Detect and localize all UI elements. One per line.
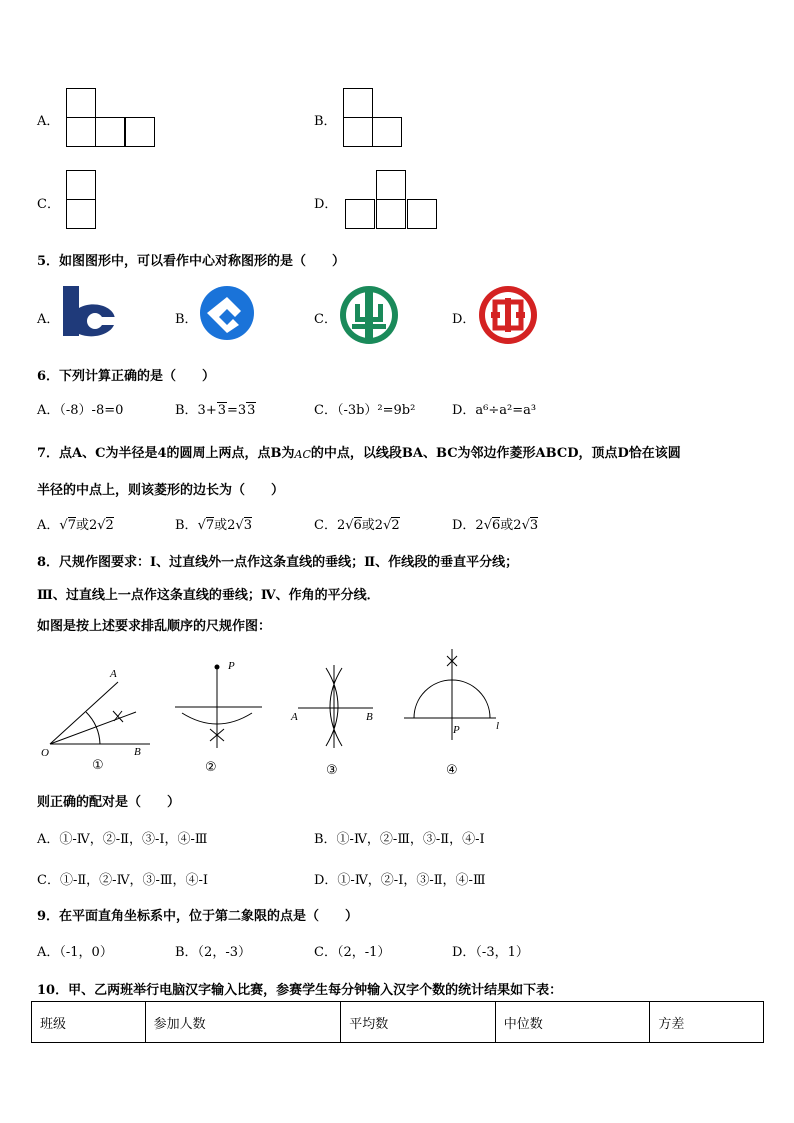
q7-stem-line1	[37, 442, 681, 461]
q9-option-d[interactable]: D．（-3，1）	[452, 945, 529, 960]
q8-line3: 如图是按上述要求排乱顺序的尺规作图：	[37, 619, 272, 634]
q8-option-a[interactable]: A．①-Ⅳ，②-Ⅱ，③-Ⅰ，④-Ⅲ	[37, 832, 208, 847]
q7-stem-pre: 7．点A、C为半径是4的圆周上两点，点B为	[37, 446, 295, 461]
radicand: 6	[492, 518, 501, 533]
q6-option-b-mid: =3	[227, 403, 247, 418]
q7-option-b-mid: 或2	[214, 518, 236, 533]
radicand: 2	[105, 518, 114, 533]
table-header-cell: 平均数	[341, 1002, 496, 1043]
construction-figure-4	[400, 644, 510, 779]
logo-b-icon	[199, 285, 255, 341]
q6-option-c[interactable]: C．（-3b）²=9b²	[314, 403, 416, 418]
fig4-label-p: P	[453, 724, 460, 736]
radical-3: 3	[217, 403, 226, 418]
table-header-cell: 班级	[32, 1002, 146, 1043]
construction-figure-3	[288, 660, 388, 780]
q6-option-b-pre: B．3+	[175, 403, 217, 418]
construction-figure-1	[38, 662, 158, 782]
q4-option-c-label[interactable]: C．	[37, 197, 60, 212]
q10-stem: 10．甲、乙两班举行电脑汉字输入比赛，参赛学生每分钟输入汉字个数的统计结果如下表：	[37, 983, 563, 998]
q4-option-b-label[interactable]: B．	[314, 114, 337, 129]
q9-option-a[interactable]: A．（-1，0）	[37, 945, 113, 960]
radicand: 6	[353, 518, 362, 533]
q6-stem: 6．下列计算正确的是（ ）	[37, 369, 216, 384]
fig2-label-p: P	[228, 660, 235, 672]
q9-option-c[interactable]: C．（2，-1）	[314, 945, 391, 960]
fig2-number: ②	[205, 760, 217, 775]
q8-option-d[interactable]: D．①-Ⅳ，②-Ⅰ，③-Ⅱ，④-Ⅲ	[314, 873, 486, 888]
fig4-number: ④	[446, 763, 458, 778]
q7-option-d[interactable]: D．2√6或2√3	[452, 518, 539, 533]
fig1-label-o: O	[41, 747, 49, 759]
radicand: 2	[391, 518, 400, 533]
q7-option-a-mid: 或2	[75, 518, 98, 533]
fig3-number: ③	[326, 763, 338, 778]
fig4-label-l: l	[496, 720, 500, 732]
q7-option-d-label: D．2	[452, 518, 484, 533]
fig1-label-b: B	[134, 746, 141, 758]
logo-a-icon	[63, 286, 119, 342]
q5-option-d-label[interactable]: D．	[452, 312, 476, 327]
q8-line1: 8．尺规作图要求：Ⅰ、过直线外一点作这条直线的垂线；Ⅱ、作线段的垂直平分线；	[37, 555, 519, 570]
q5-option-a-label[interactable]: A．	[37, 312, 60, 327]
stats-table	[31, 1001, 764, 1043]
logo-c-icon	[338, 284, 400, 346]
q4-option-d-label[interactable]: D．	[314, 197, 338, 212]
table-header-cell: 中位数	[495, 1002, 650, 1043]
table-header-cell: 方差	[650, 1002, 764, 1043]
radicand: 7	[67, 518, 76, 533]
q9-stem: 9．在平面直角坐标系中，位于第二象限的点是（ ）	[37, 909, 359, 924]
table-header-cell: 参加人数	[145, 1002, 341, 1043]
radical-3: 3	[247, 403, 256, 418]
radicand: 7	[205, 518, 215, 533]
fig1-label-a: A	[110, 668, 117, 680]
fig1-number: ①	[92, 758, 104, 773]
fig3-label-a: A	[291, 711, 298, 723]
q4-option-a-label[interactable]: A．	[37, 114, 60, 129]
q5-option-b-label[interactable]: B．	[175, 312, 198, 327]
q6-option-a[interactable]: A．（-8）-8=0	[37, 403, 124, 418]
q8-option-b[interactable]: B．①-Ⅳ，②-Ⅲ，③-Ⅱ，④-Ⅰ	[314, 832, 485, 847]
radicand: 3	[529, 518, 539, 533]
q6-option-d[interactable]: D．a⁶÷a²=a³	[452, 403, 537, 418]
arc-ac-label: AC	[294, 448, 311, 461]
q7-option-b-label: B．	[175, 518, 198, 533]
q7-option-a[interactable]: A．√7或2√2	[37, 518, 114, 533]
fig3-label-b: B	[366, 711, 373, 723]
q8-ask: 则正确的配对是（ ）	[37, 795, 181, 810]
q9-option-b[interactable]: B．（2，-3）	[175, 945, 251, 960]
q7-option-b[interactable]: B．√7或2√3	[175, 518, 252, 533]
q8-line2: Ⅲ、过直线上一点作这条直线的垂线；Ⅳ、作角的平分线．	[37, 588, 380, 603]
q5-option-c-label[interactable]: C．	[314, 312, 337, 327]
q7-option-c[interactable]: C．2√6或2√2	[314, 518, 400, 533]
q7-option-d-mid: 或2	[500, 518, 522, 533]
q5-stem: 5．如图图形中，可以看作中心对称图形的是（ ）	[37, 254, 346, 269]
q7-option-c-mid: 或2	[361, 518, 384, 533]
q7-option-a-label: A．	[37, 518, 60, 533]
table-header-row	[32, 1002, 764, 1043]
logo-d-icon	[478, 285, 538, 345]
q7-stem-post: 的中点，以线段BA、BC为邻边作菱形ABCD，顶点D恰在该圆	[310, 446, 681, 461]
radicand: 3	[243, 518, 252, 533]
construction-figure-2	[170, 655, 270, 780]
q7-stem-line2: 半径的中点上，则该菱形的边长为（ ）	[37, 483, 285, 498]
q6-option-b[interactable]	[175, 399, 256, 418]
q8-option-c[interactable]: C．①-Ⅱ，②-Ⅳ，③-Ⅲ，④-Ⅰ	[37, 873, 209, 888]
q7-option-c-label: C．2	[314, 518, 346, 533]
